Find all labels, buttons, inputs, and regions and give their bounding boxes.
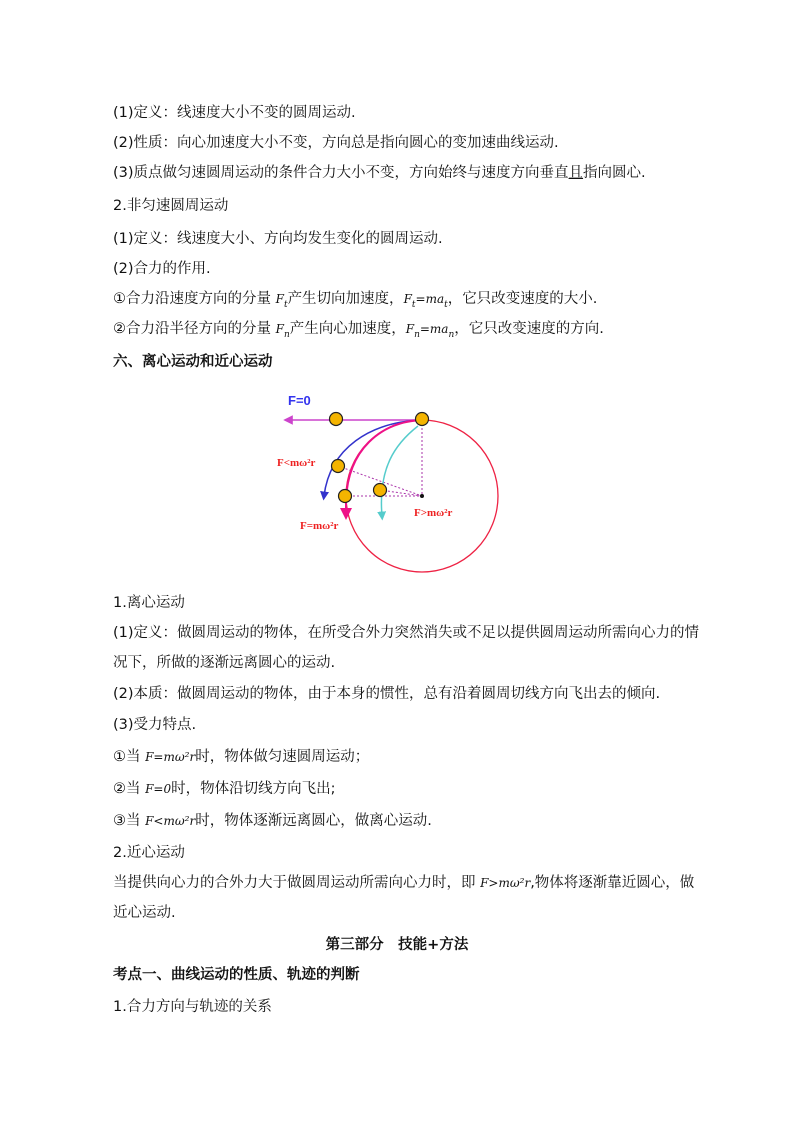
text-line <box>113 162 646 184</box>
text-line: (1)定义：做圆周运动的物体，在所受合外力突然消失或不足以提供圆周运动所需向心力的情 <box>113 625 700 641</box>
text-span: ①合力沿速度方向的分量 <box>113 291 276 307</box>
part-heading: 第三部分 技能+方法 <box>325 937 469 953</box>
center-dot <box>420 494 424 498</box>
text-line <box>113 288 597 316</box>
formula: F <box>275 292 284 306</box>
formula: F=0 <box>145 782 172 796</box>
text-span: ，它只改变速度的方向. <box>454 321 604 337</box>
text-span: 产生向心加速度， <box>289 321 406 337</box>
text-span: ②当 <box>113 781 146 797</box>
text-span: 指向圆心. <box>583 165 646 181</box>
ball <box>339 490 352 503</box>
subscript: n <box>448 329 455 340</box>
subscript: t <box>283 299 288 310</box>
text-span: (3)质点做匀速圆周运动的条件合力大小不变，方向始终与速度方向垂直 <box>113 165 569 181</box>
label-f-more: F>mω²r <box>414 507 453 519</box>
text-line <box>113 318 604 346</box>
text-line: 近心运动. <box>113 905 176 921</box>
formula: F=mω²r <box>145 750 196 764</box>
text-line <box>113 778 336 800</box>
text-line: (2)性质：向心加速度大小不变，方向总是指向圆心的变加速曲线运动. <box>113 135 559 151</box>
subscript: n <box>283 329 290 340</box>
text-span: ,物体将逐渐靠近圆心，做 <box>530 875 695 891</box>
text-span: 产生切向加速度， <box>287 291 404 307</box>
centrifugal-motion-diagram <box>270 388 510 580</box>
label-f-less: F<mω²r <box>277 457 316 469</box>
underlined-text: 且 <box>568 165 584 181</box>
text-line: 2.近心运动 <box>113 845 185 861</box>
section-heading: 考点一、曲线运动的性质、轨迹的判断 <box>113 967 360 983</box>
text-span: 时，物体逐渐远离圆心，做离心运动. <box>195 813 432 829</box>
formula: F<mω²r <box>145 814 196 828</box>
subscript: t <box>411 299 416 310</box>
ball <box>332 460 345 473</box>
text-line: (2)本质：做圆周运动的物体，由于本身的惯性，总有沿着圆周切线方向飞出去的倾向. <box>113 686 661 702</box>
text-span: 时，物体做匀速圆周运动； <box>195 749 370 765</box>
text-line <box>113 872 694 894</box>
text-line: 1.离心运动 <box>113 595 185 611</box>
formula: =ma <box>415 292 445 306</box>
ball <box>416 413 429 426</box>
formula: F <box>275 322 284 336</box>
text-span: ①当 <box>113 749 146 765</box>
label-f-zero: F=0 <box>288 393 311 408</box>
ball <box>330 413 343 426</box>
label-f-equal: F=mω²r <box>300 520 339 532</box>
text-line: (1)定义：线速度大小不变的圆周运动. <box>113 105 356 121</box>
formula: =ma <box>419 322 449 336</box>
formula: F <box>405 322 415 336</box>
text-line: 1.合力方向与轨迹的关系 <box>113 999 272 1015</box>
text-span: 时，物体沿切线方向飞出; <box>171 781 336 797</box>
text-line: 2.非匀速圆周运动 <box>113 198 229 214</box>
centrifugal-trajectory <box>324 420 422 496</box>
text-span: 当提供向心力的合外力大于做圆周运动所需向心力时，即 <box>113 875 481 891</box>
subscript: t <box>444 299 448 310</box>
text-line: (2)合力的作用. <box>113 261 211 277</box>
subscript: n <box>414 329 420 340</box>
centripetal-trajectory <box>381 426 418 516</box>
formula: F <box>403 292 412 306</box>
text-line <box>113 746 369 768</box>
text-line <box>113 810 432 832</box>
text-line: 况下，所做的逐渐远离圆心的运动. <box>113 655 336 671</box>
circular-trajectory <box>346 420 422 514</box>
ball <box>374 484 387 497</box>
section-heading: 六、离心运动和近心运动 <box>113 354 273 370</box>
formula: F>mω²r <box>480 876 531 890</box>
text-line: (1)定义：线速度大小、方向均发生变化的圆周运动. <box>113 231 443 247</box>
text-span: ，它只改变速度的大小. <box>447 291 598 307</box>
text-line: (3)受力特点. <box>113 717 197 733</box>
text-span: ③当 <box>113 813 146 829</box>
text-span: ②合力沿半径方向的分量 <box>113 321 276 337</box>
